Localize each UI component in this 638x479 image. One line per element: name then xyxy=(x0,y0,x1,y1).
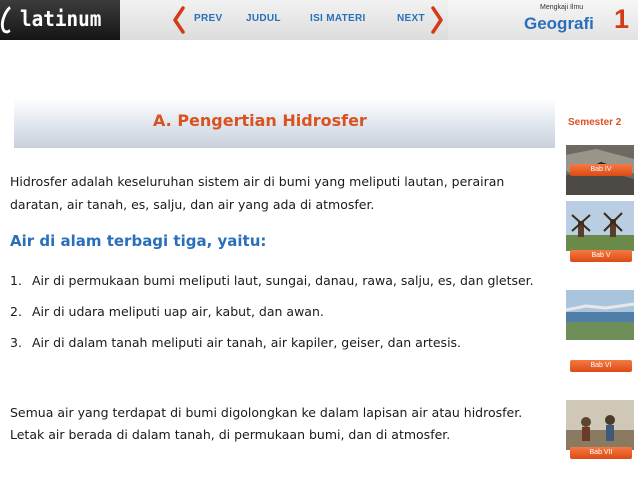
next-chevron-icon[interactable] xyxy=(430,6,444,34)
list-item-text: Air di dalam tanah meliputi air tanah, air kapiler, geiser, dan artesis. xyxy=(32,335,462,350)
section-subheading: Air di alam terbagi tiga, yaitu: xyxy=(10,232,267,250)
windmill-photo[interactable] xyxy=(566,201,634,251)
water-types-list xyxy=(10,270,555,363)
people-photo[interactable] xyxy=(566,400,634,450)
list-item-number: 2. xyxy=(10,304,22,319)
chapter-button-bab-iv[interactable]: Bab IV xyxy=(570,164,632,176)
list-item-text: Air di udara meliputi uap air, kabut, dan awan. xyxy=(32,304,324,319)
brand-title: Geografi xyxy=(524,14,594,33)
list-item xyxy=(10,332,555,354)
brand-block xyxy=(448,0,638,40)
chapter-button-bab-vii[interactable]: Bab VII xyxy=(570,447,632,459)
list-item-number: 1. xyxy=(10,273,22,288)
chapter-button-bab-v[interactable]: Bab V xyxy=(570,250,632,262)
page-title: A. Pengertian Hidrosfer xyxy=(153,111,367,130)
brand-subtitle: Mengkaji Ilmu xyxy=(540,4,584,11)
prev-chevron-icon[interactable] xyxy=(172,6,186,34)
list-item xyxy=(10,301,555,323)
semester-label: Semester 2 xyxy=(568,117,622,128)
intro-paragraph: Hidrosfer adalah keseluruhan sistem air di bumi yang meliputi lautan, perairan daratan, air tanah, es, salju, dan air yang ada di atmosfer. xyxy=(10,174,505,212)
logo xyxy=(0,0,120,40)
list-item xyxy=(10,270,555,292)
closing-paragraph: Semua air yang terdapat di bumi digolongkan ke dalam lapisan air atau hidrosfer. Letak air berada di dalam tanah, di permukaan bumi, dan di atmosfer. xyxy=(10,405,523,442)
nav-bar xyxy=(120,0,448,40)
judul-button[interactable]: JUDUL xyxy=(246,13,281,24)
brand-number: 1 xyxy=(614,4,630,34)
prev-button[interactable]: PREV xyxy=(194,13,223,24)
bridge-photo[interactable] xyxy=(566,290,634,340)
list-item-text: Air di permukaan bumi meliputi laut, sungai, danau, rawa, salju, es, dan gletser. xyxy=(32,273,534,288)
header xyxy=(0,0,638,40)
isi-materi-button[interactable]: ISI MATERI xyxy=(310,13,366,24)
chapter-button-bab-vi[interactable]: Bab VI xyxy=(570,360,632,372)
next-button[interactable]: NEXT xyxy=(397,13,425,24)
list-item-number: 3. xyxy=(10,335,22,350)
logo-text: latinum xyxy=(20,7,102,31)
